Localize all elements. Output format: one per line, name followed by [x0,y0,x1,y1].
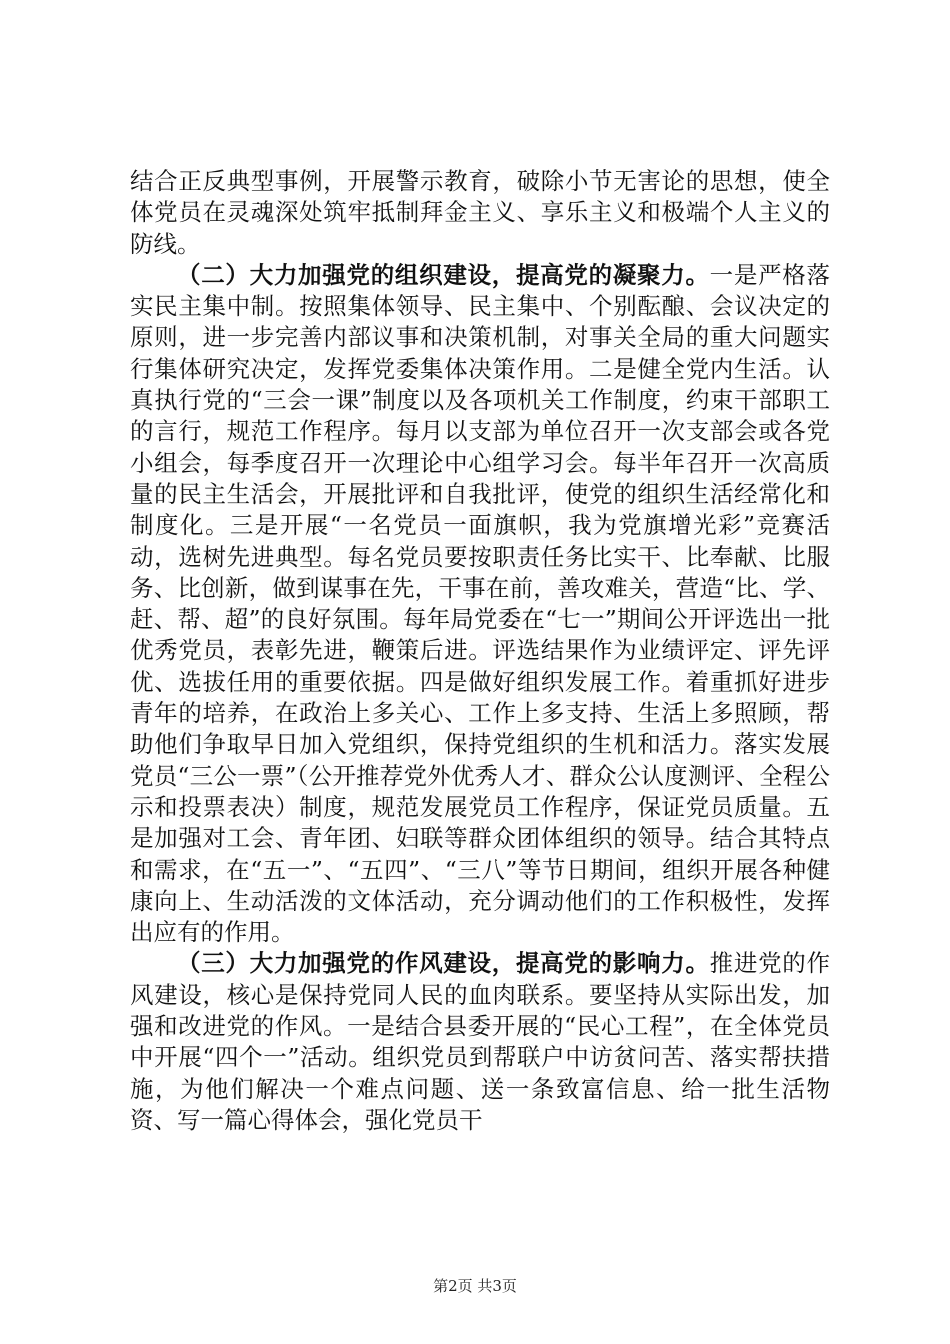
paragraph-style-building [130,948,830,1136]
paragraph-organization-building [130,260,830,949]
page-number: 第2页 共3页 [433,1277,517,1295]
document-body [130,166,830,1136]
section-heading: （二）大力加强党的组织建设，提高党的凝聚力。 [177,260,710,289]
paragraph-text: 一是严格落实民主集中制。按照集体领导、民主集中、个别酝酿、会议决定的原则，进一步完善内部议事和决策机制，对事关全局的重大问题实行集体研究决定，发挥党委集体决策作用。二是健全党内生活。认真执行党的“三会一课”制度以及各项机关工作制度，约束干部职工的言行，规范工作程序。每月以支部为单位召开一次支部会或各党小组会，每季度召开一次理论中心组学习会。每半年召开一次高质量的民主生活会，开展批评和自我批评，使党的组织生活经常化和制度化。三是开展“一名党员一面旗帜，我为党旗增光彩”竞赛活动，选树先进典型。每名党员要按职责任务比实干、比奉献、比服务、比创新，做到谋事在先，干事在前，善攻难关，营造“比、学、赶、帮、超”的良好氛围。每年局党委在“七一”期间公开评选出一批优秀党员，表彰先进，鞭策后进。评选结果作为业绩评定、评先评优、选拔任用的重要依据。四是做好组织发展工作。着重抓好进步青年的培养，在政治上多关心、工作上多支持、生活上多照顾，帮助他们争取早日加入党组织，保持党组织的生机和活力。落实发展党员“三公一票”（公开推荐党外优秀人才、群众公认度测评、全程公示和投票表决）制度，规范发展党员工作程序，保证党员质量。五是加强对工会、青年团、妇联等群众团体组织的领导。结合其特点和需求，在“五一”、“五四”、“三八”等节日期间，组织开展各种健康向上、生动活泼的文体活动，充分调动他们的工作积极性，发挥出应有的作用。 [130,260,831,947]
page-footer [0,1275,950,1296]
paragraph-text: 结合正反典型事例，开展警示教育，破除小节无害论的思想，使全体党员在灵魂深处筑牢抵制拜金主义、享乐主义和极端个人主义的防线。 [130,167,830,258]
section-heading: （三）大力加强党的作风建设，提高党的影响力。 [177,949,710,978]
paragraph-text: 推进党的作风建设，核心是保持党同人民的血肉联系。要坚持从实际出发，加强和改进党的作风。一是结合县委开展的“民心工程”，在全体党员中开展“四个一”活动。组织党员到帮联户中访贫问苦、落实帮扶措施，为他们解决一个难点问题、送一条致富信息、给一批生活物资、写一篇心得体会，强化党员干 [130,949,831,1134]
paragraph-continuation [130,166,830,260]
